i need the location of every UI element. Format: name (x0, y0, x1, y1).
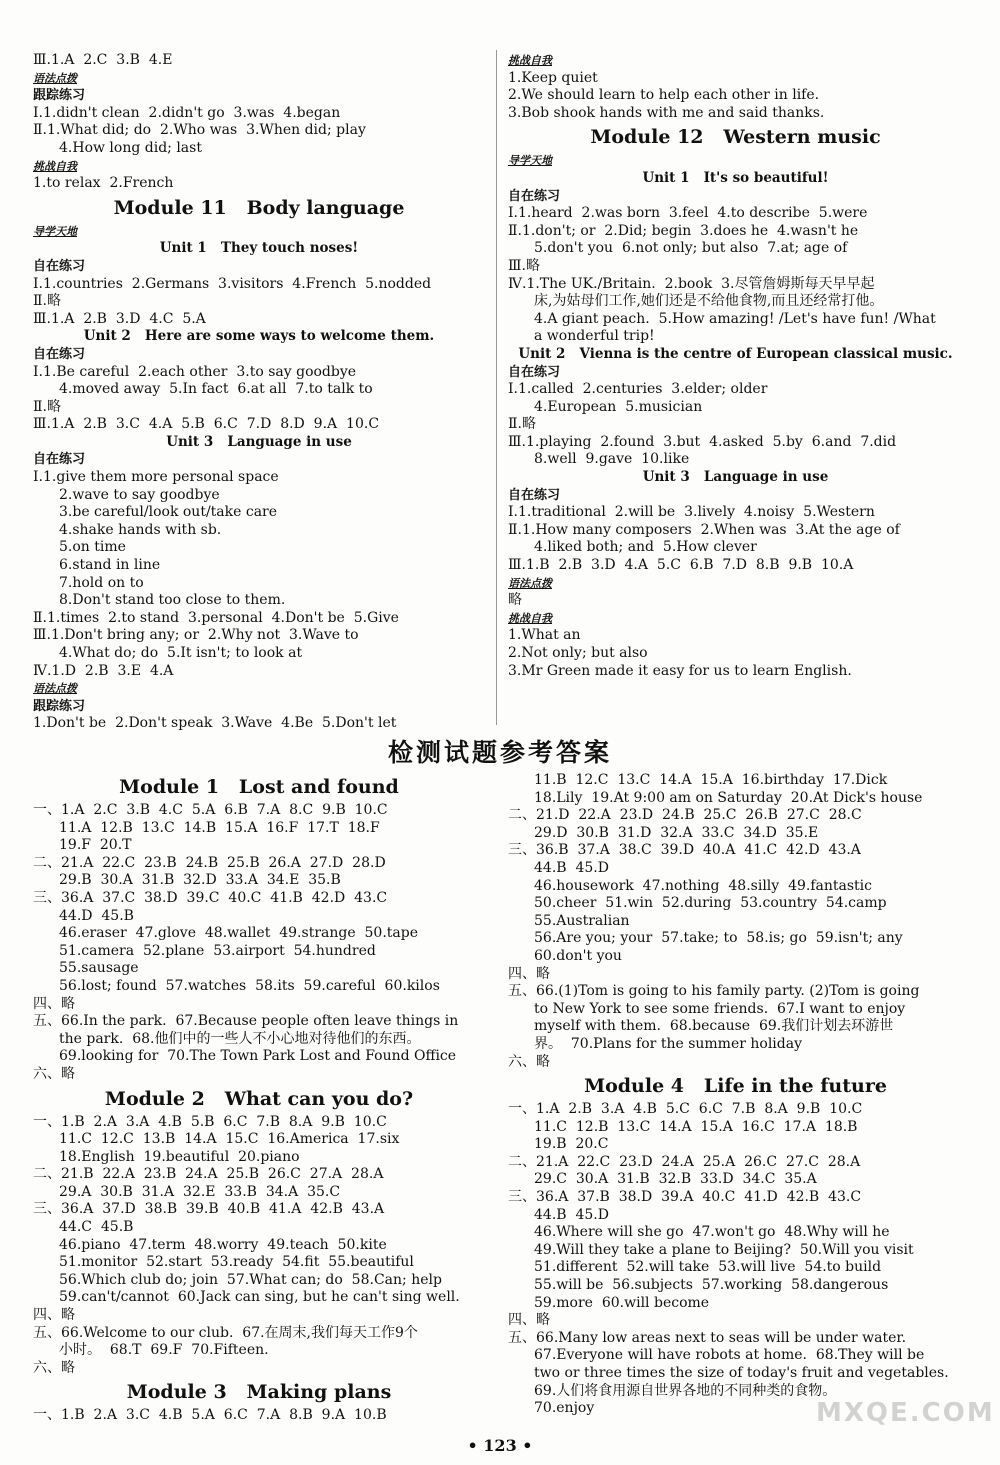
module-heading: Module 11 Body language (113, 196, 405, 219)
answer-line: 5.on time (59, 539, 126, 556)
section-label: 自在练习 (33, 452, 86, 468)
section-label: 自在练习 (33, 258, 86, 274)
answer-line: Ⅰ.1.countries 2.Germans 3.visitors 4.French 5.nodded (33, 275, 432, 292)
answer-line: Ⅱ.1.What did; do 2.Who was 3.When did; play (33, 122, 366, 139)
answer-line: 1.to relax 2.French (33, 175, 174, 192)
page-number: • 123 • (467, 1436, 533, 1455)
answer-line: Ⅲ.1.B 2.B 3.D 4.A 5.C 6.B 7.D 8.B 9.B 10.A (508, 557, 854, 574)
section-label: 自在练习 (508, 487, 561, 503)
answer-line: 55.Australian (534, 912, 630, 929)
unit-heading: Unit 2 Here are some ways to welcome them. (83, 328, 435, 345)
answer-line: 46.Where will she go 47.won't go 48.Why will he (534, 1224, 890, 1241)
answer-line: Ⅲ.1.playing 2.found 3.but 4.asked 5.by 6.and 7.did (508, 433, 897, 450)
answer-line: Ⅰ.1.heard 2.was born 3.feel 4.to describe 5.were (508, 205, 868, 222)
answer-line: 8.well 9.gave 10.like (534, 451, 690, 468)
answer-line: 4.European 5.musician (534, 398, 703, 415)
answer-line: 1.Don't be 2.Don't speak 3.Wave 4.Be 5.Don't let (33, 715, 397, 732)
answer-line: 4.How long did; last (59, 139, 202, 156)
column-divider (496, 50, 497, 725)
answer-line: 18.Lily 19.At 9:00 am on Saturday 20.At Dick's house (534, 789, 923, 806)
answer-line: 49.Will they take a plane to Beijing? 50.Will you visit (534, 1241, 914, 1258)
answer-line: 60.don't you (534, 947, 622, 964)
section-tag: 挑战自我 (33, 159, 77, 173)
answer-line: 44.B 45.D (534, 1206, 609, 1223)
answer-line: Ⅳ.1.D 2.B 3.E 4.A (33, 662, 174, 679)
answer-line: 51.camera 52.plane 53.airport 54.hundred (59, 942, 376, 959)
answer-line: 4.What do; do 5.It isn't; to look at (59, 645, 303, 661)
answer-line: 56.lost; found 57.watches 58.its 59.careful 60.kilos (59, 977, 440, 994)
unit-heading: Unit 1 They touch noses! (159, 240, 359, 257)
section-label: 跟踪练习 (33, 88, 86, 104)
answer-line: 四、略 (508, 965, 550, 982)
section-label: 自在练习 (33, 346, 86, 362)
bottom-left-column (33, 772, 485, 1425)
answer-line: 三、36.A 37.B 38.D 39.A 40.C 41.D 42.B 43.C (508, 1189, 862, 1206)
module-heading: Module 12 Western music (590, 126, 881, 149)
answer-line: 59.more 60.will become (534, 1294, 710, 1311)
answer-line: 11.C 12.C 13.B 14.A 15.C 16.America 17.six (59, 1131, 400, 1148)
top-right-column (508, 52, 963, 680)
answer-line: Ⅱ.略 (33, 293, 61, 310)
section-tag: 语法点拨 (33, 71, 77, 85)
answer-line: 一、1.A 2.C 3.B 4.C 5.A 6.B 7.A 8.C 9.B 10.C (33, 802, 388, 818)
answer-line: to New York to see some friends. 67.I want to enjoy (534, 1000, 906, 1017)
answer-line: 29.D 30.B 31.D 32.A 33.C 34.D 35.E (534, 824, 819, 841)
answer-line: Ⅳ.1.The UK./Britain. 2.book 3.尽管詹姆斯每天早早起 (508, 275, 875, 292)
answer-line: 18.English 19.beautiful 20.piano (59, 1148, 300, 1165)
answer-line: Ⅱ.略 (33, 398, 61, 415)
answer-line: 一、1.A 2.B 3.A 4.B 5.C 6.C 7.B 8.A 9.B 10.C (508, 1101, 863, 1118)
answer-line: 四、略 (33, 995, 75, 1012)
answer-line: Ⅰ.1.give them more personal space (33, 469, 279, 486)
answer-line: 44.C 45.B (59, 1219, 134, 1236)
answer-line: 一、1.B 2.A 3.C 4.B 5.A 6.C 7.A 8.B 9.A 10.B (33, 1407, 387, 1424)
answer-line: 46.housework 47.nothing 48.silly 49.fantastic (534, 877, 872, 894)
section-tag: 导学天地 (508, 154, 552, 168)
answer-line: 四、略 (508, 1312, 550, 1329)
answer-line: 67.Everyone will have robots at home. 68.They will be (534, 1347, 925, 1364)
watermark-logo (816, 1398, 995, 1458)
answer-line: 4.moved away 5.In fact 6.at all 7.to talk to (59, 381, 373, 398)
answer-line: 59.can't/cannot 60.Jack can sing, but he can't sing well. (59, 1289, 460, 1306)
answer-line: 三、36.A 37.C 38.D 39.C 40.C 41.B 42.D 43.C (33, 889, 388, 906)
answer-line: 二、21.D 22.A 23.D 24.B 25.C 26.B 27.C 28.C (508, 807, 862, 824)
answer-line: 4.shake hands with sb. (59, 521, 222, 538)
answer-line: 3.be careful/look out/take care (59, 504, 278, 521)
section-label: 自在练习 (508, 188, 561, 204)
answer-line: Ⅰ.1.traditional 2.will be 3.lively 4.noisy 5.Western (508, 504, 875, 521)
answer-line: 19.F 20.T (59, 837, 132, 854)
answer-line: 1.What an (508, 627, 581, 644)
answer-line: 二、21.A 22.C 23.D 24.A 25.A 26.C 27.C 28.A (508, 1153, 861, 1170)
answer-line: 69.人们将食用源自世界各地的不同种类的食物。 (534, 1382, 837, 1399)
answer-line: 二、21.B 22.A 23.B 24.A 25.B 26.C 27.A 28.A (33, 1166, 384, 1183)
unit-heading: Unit 3 Language in use (166, 433, 352, 450)
answer-line: 五、66.In the park. 67.Because people often leave things in (33, 1013, 459, 1030)
module-heading: Module 2 What can you do? (104, 1087, 414, 1110)
answer-line: 3.Mr Green made it easy for us to learn English. (508, 662, 852, 679)
answer-line: 50.cheer 51.win 52.during 53.country 54.camp (534, 895, 887, 912)
answer-line: Ⅱ.1.How many composers 2.When was 3.At the age of (508, 521, 900, 538)
answer-line: 4.A giant peach. 5.How amazing! /Let's have fun! /What (534, 310, 936, 327)
top-left-column (33, 52, 485, 733)
answer-line: 44.B 45.D (534, 859, 609, 876)
answer-line: 4.liked both; and 5.How clever (534, 539, 757, 556)
module-heading: Module 1 Lost and found (119, 776, 399, 798)
answer-line: two or three times the size of today's fruit and vegetables. (534, 1365, 949, 1381)
answer-line: 略 (508, 592, 522, 609)
bottom-right-column (508, 772, 963, 1418)
answer-line: 55.will be 56.subjects 57.working 58.dangerous (534, 1277, 889, 1294)
answer-line: 69.looking for 70.The Town Park Lost and Found Office (59, 1048, 457, 1065)
answer-line: 11.C 12.B 13.C 14.A 15.A 16.C 17.A 18.B (534, 1118, 858, 1135)
answer-line: myself with them. 68.because 69.我们计划去环游世 (534, 1018, 894, 1035)
answer-line: Ⅰ.1.Be careful 2.each other 3.to say goodbye (33, 363, 357, 380)
answer-line: 界。 70.Plans for the summer holiday (534, 1035, 802, 1052)
unit-heading: Unit 3 Language in use (642, 469, 829, 486)
answer-line: 2.We should learn to help each other in life. (508, 87, 820, 104)
answer-line: 29.B 30.A 31.B 32.D 33.A 34.E 35.B (59, 872, 341, 889)
answer-line: 小时。 68.T 69.F 70.Fifteen. (59, 1342, 269, 1359)
section-label: 跟踪练习 (33, 698, 86, 714)
answer-line: 19.B 20.C (534, 1136, 609, 1153)
section-tag: 导学天地 (33, 224, 77, 238)
answer-line: 四、略 (33, 1307, 75, 1324)
answer-line: 8.Don't stand too close to them. (59, 592, 286, 609)
answer-line: a wonderful trip! (534, 328, 655, 345)
module-heading: Module 3 Making plans (126, 1381, 392, 1404)
answer-line: 70.enjoy (534, 1400, 595, 1417)
answer-line: 29.A 30.B 31.A 32.E 33.B 34.A 35.C (59, 1183, 341, 1200)
page-title: 检测试题参考答案 (387, 738, 612, 767)
answer-line: 6.stand in line (59, 557, 161, 574)
answer-line: Ⅱ.1.times 2.to stand 3.personal 4.Don't be 5.Give (33, 609, 399, 626)
answer-line: Ⅲ.1.A 2.B 3.D 4.C 5.A (33, 310, 206, 327)
answer-line: 五、66.Welcome to our club. 67.在周末,我们每天工作9个 (33, 1324, 418, 1341)
answer-line: Ⅱ.略 (508, 416, 536, 433)
answer-line: Ⅱ.1.don't; or 2.Did; begin 3.does he 4.wasn't he (508, 222, 859, 239)
answer-line: 46.eraser 47.glove 48.wallet 49.strange 50.tape (59, 925, 419, 942)
answer-line: Ⅲ.1.A 2.C 3.B 4.E (33, 52, 173, 68)
section-tag: 语法点拨 (33, 682, 77, 696)
answer-line: 床,为姑母们工作,她们还是不给他食物,而且还经常打他。 (534, 293, 884, 310)
answer-line: Ⅲ.1.A 2.B 3.C 4.A 5.B 6.C 7.D 8.D 9.A 10.C (33, 416, 380, 433)
section-tag: 挑战自我 (508, 54, 552, 67)
answer-line: 56.Which club do; join 57.What can; do 58.Can; help (59, 1271, 442, 1288)
answer-line: 51.different 52.will take 53.will live 54.to build (534, 1259, 882, 1276)
answer-line: Ⅲ.略 (508, 257, 540, 274)
answer-line: 六、略 (33, 1359, 75, 1376)
answer-line: 55.sausage (59, 960, 139, 977)
answer-line: 29.C 30.A 31.B 32.B 33.D 34.C 35.A (534, 1171, 817, 1188)
answer-line: 56.Are you; your 57.take; to 58.is; go 59.isn't; any (534, 930, 903, 947)
answer-line: 五、66.Many low areas next to seas will be under water. (508, 1329, 907, 1346)
answer-line: 11.A 12.B 13.C 14.B 15.A 16.F 17.T 18.F (59, 819, 380, 836)
answer-line: Ⅲ.1.Don't bring any; or 2.Why not 3.Wave to (33, 627, 359, 644)
answer-line: 2.Not only; but also (508, 645, 648, 661)
answer-line: Ⅰ.1.called 2.centuries 3.elder; older (508, 381, 768, 398)
answer-line: 二、21.A 22.C 23.B 24.B 25.B 26.A 27.D 28.D (33, 854, 386, 871)
answer-line: 44.D 45.B (59, 907, 134, 924)
section-tag: 挑战自我 (508, 611, 552, 625)
answer-line: 11.B 12.C 13.C 14.A 15.A 16.birthday 17.Dick (534, 772, 888, 788)
module-heading: Module 4 Life in the future (584, 1075, 887, 1098)
watermark-text: MXQE.COM (816, 1398, 995, 1428)
answer-line: 51.monitor 52.start 53.ready 54.fit 55.beautiful (59, 1254, 414, 1271)
answer-line: 46.piano 47.term 48.worry 49.teach 50.kite (59, 1236, 387, 1253)
section-label: 自在练习 (508, 364, 561, 380)
answer-line: 1.Keep quiet (508, 69, 598, 86)
answer-line: 五、66.(1)Tom is going to his family party. (2)Tom is going (508, 983, 920, 1000)
unit-heading: Unit 1 It's so beautiful! (642, 169, 829, 186)
answer-line: 三、36.B 37.A 38.C 39.D 40.A 41.C 42.D 43.A (508, 842, 861, 859)
answer-line: 2.wave to say goodbye (59, 486, 220, 503)
answer-line: the park. 68.他们中的一些人不小心地对待他们的东西。 (59, 1030, 421, 1047)
section-tag: 语法点拨 (508, 576, 552, 590)
answer-line: 5.don't you 6.not only; but also 7.at; age of (534, 240, 848, 257)
answer-line: 7.hold on to (59, 574, 144, 591)
answer-line: 六、略 (508, 1053, 550, 1070)
answer-line: 六、略 (33, 1065, 75, 1082)
unit-heading: Unit 2 Vienna is the centre of European classical music. (518, 345, 953, 362)
answer-line: 三、36.A 37.D 38.B 39.B 40.B 41.A 42.B 43.A (33, 1201, 385, 1218)
answer-line: 3.Bob shook hands with me and said thanks. (508, 104, 825, 121)
answer-line: Ⅰ.1.didn't clean 2.didn't go 3.was 4.began (33, 104, 341, 121)
answer-line: 一、1.B 2.A 3.A 4.B 5.B 6.C 7.B 8.A 9.B 10.C (33, 1113, 387, 1130)
